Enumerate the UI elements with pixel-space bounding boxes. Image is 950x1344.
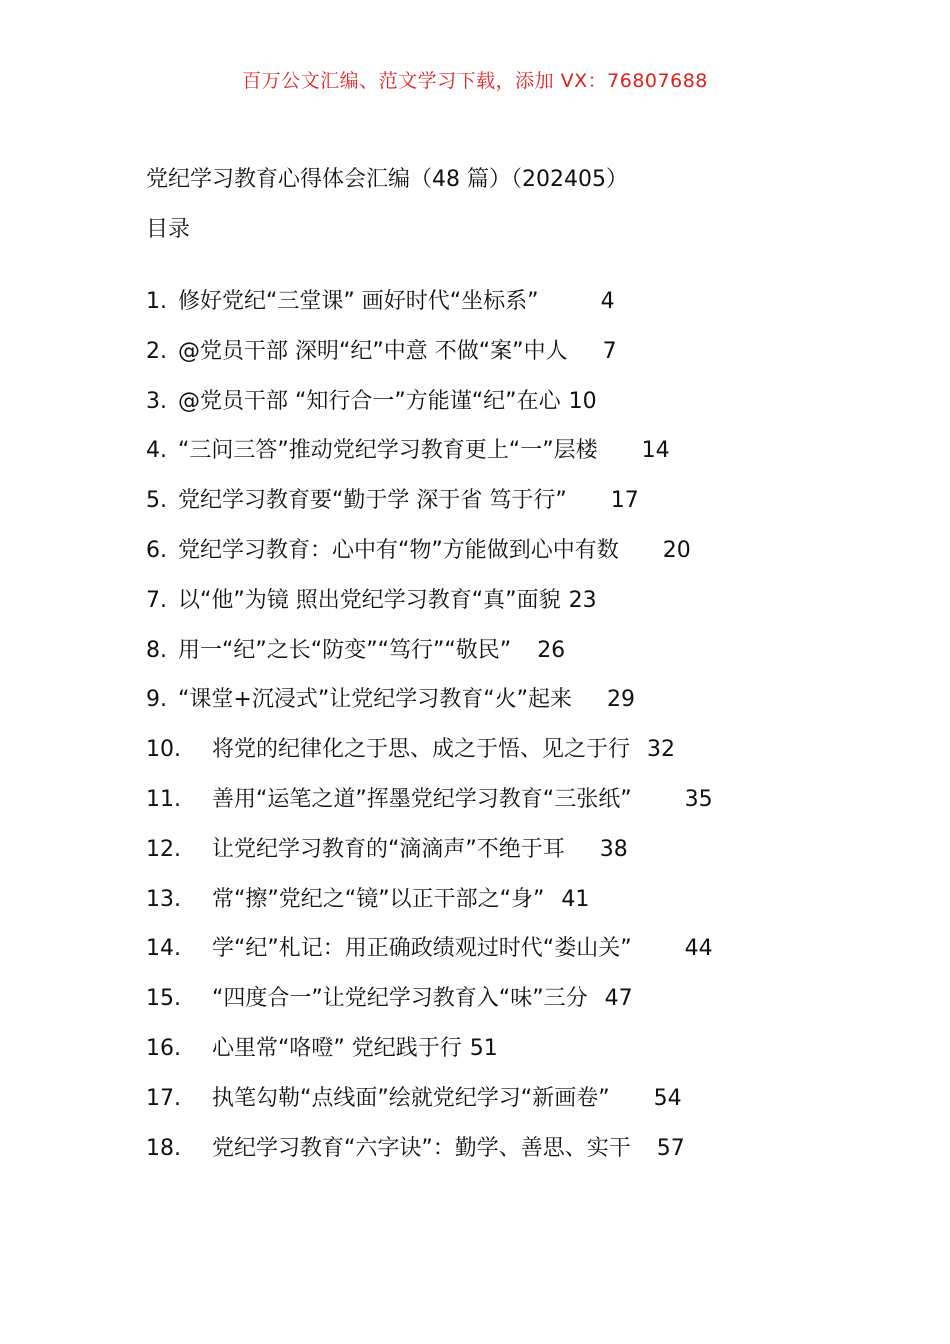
toc-entry-number: 2. — [146, 338, 167, 364]
toc-entry-number: 13. — [146, 886, 181, 912]
toc-entry-number: 5. — [146, 488, 167, 514]
toc-entry-page-number: 54 — [653, 1085, 682, 1111]
toc-entry-title: “课堂+沉浸式”让党纪学习教育“火”起来 — [178, 687, 573, 713]
toc-entry-title: “四度合一”让党纪学习教育入“味”三分 — [212, 986, 588, 1012]
toc-entry-title: 心里常“咯噔” 党纪践于行 — [212, 1035, 462, 1061]
toc-entry-title: 让党纪学习教育的“滴滴声”不绝于耳 — [212, 836, 565, 862]
toc-entry-title: 党纪学习教育要“勤于学 深于省 笃于行” — [178, 488, 567, 514]
toc-entry-page-number: 57 — [656, 1135, 685, 1161]
toc-entry-page-number: 47 — [604, 986, 633, 1012]
toc-entry[interactable] — [146, 336, 846, 386]
toc-entry-title: 学“纪”札记：用正确政绩观过时代“娄山关” — [212, 936, 632, 962]
toc-entry-number: 9. — [146, 687, 167, 713]
toc-entry-title: “三问三答”推动党纪学习教育更上“一”层楼 — [178, 438, 598, 464]
toc-entry-page-number: 29 — [607, 687, 636, 713]
toc-entry[interactable] — [146, 535, 846, 585]
toc-entry-page-number: 7 — [602, 338, 617, 364]
toc-entry[interactable] — [146, 1033, 846, 1083]
toc-entry-number: 10. — [146, 737, 181, 763]
document-title: 党纪学习教育心得体会汇编（48 篇）（202405） — [146, 167, 628, 192]
toc-entry[interactable] — [146, 884, 846, 934]
toc-entry-page-number: 41 — [561, 886, 590, 912]
toc-entry-page-number: 23 — [568, 587, 597, 613]
toc-entry-page-number: 44 — [684, 936, 713, 962]
toc-entry[interactable] — [146, 784, 846, 834]
toc-entry[interactable] — [146, 684, 846, 734]
toc-entry[interactable] — [146, 435, 846, 485]
toc-entry-title: 执笔勾勒“点线面”绘就党纪学习“新画卷” — [212, 1085, 610, 1111]
toc-entry-page-number: 10 — [568, 388, 597, 414]
toc-entry-title: 修好党纪“三堂课” 画好时代“坐标系” — [178, 289, 539, 314]
toc-entry-number: 17. — [146, 1085, 181, 1111]
toc-entry-page-number: 26 — [537, 637, 566, 663]
toc-entry-number: 15. — [146, 986, 181, 1012]
toc-entry-number: 16. — [146, 1035, 181, 1061]
toc-heading: 目录 — [146, 217, 191, 242]
toc-entry-page-number: 17 — [610, 488, 639, 514]
toc-entry-title: @党员干部 “知行合一”方能谨“纪”在心 — [178, 388, 561, 414]
toc-entry-title: 将党的纪律化之于思、成之于悟、见之于行 — [212, 737, 631, 763]
header-banner: 百万公文汇编、范文学习下载，添加 VX：76807688 — [242, 70, 708, 92]
toc-entry[interactable] — [146, 635, 846, 685]
toc-entry[interactable] — [146, 485, 846, 535]
toc-entry-title: 常“擦”党纪之“镜”以正干部之“身” — [212, 886, 545, 912]
table-of-contents — [146, 286, 846, 1182]
toc-entry-page-number: 32 — [647, 737, 676, 763]
toc-entry-number: 1. — [146, 289, 167, 314]
toc-entry[interactable] — [146, 286, 846, 336]
toc-entry-number: 4. — [146, 438, 167, 464]
toc-entry-page-number: 35 — [684, 786, 713, 812]
toc-entry-title: 党纪学习教育：心中有“物”方能做到心中有数 — [178, 537, 619, 563]
toc-entry-number: 14. — [146, 936, 181, 962]
toc-entry-title: 党纪学习教育“六字诀”：勤学、善思、实干 — [212, 1135, 631, 1161]
toc-entry[interactable] — [146, 386, 846, 436]
toc-entry-title: 用一“纪”之长“防变”“笃行”“敬民” — [178, 637, 512, 663]
toc-entry-page-number: 14 — [641, 438, 670, 464]
toc-entry-number: 12. — [146, 836, 181, 862]
toc-entry[interactable] — [146, 933, 846, 983]
toc-entry[interactable] — [146, 734, 846, 784]
toc-entry-number: 7. — [146, 587, 167, 613]
toc-entry-number: 18. — [146, 1135, 181, 1161]
toc-entry[interactable] — [146, 983, 846, 1033]
toc-entry[interactable] — [146, 1083, 846, 1133]
toc-entry[interactable] — [146, 834, 846, 884]
toc-entry-title: 善用“运笔之道”挥墨党纪学习教育“三张纸” — [212, 786, 632, 812]
toc-entry-number: 3. — [146, 388, 167, 414]
toc-entry-page-number: 4 — [600, 289, 615, 314]
toc-entry-page-number: 20 — [662, 537, 691, 563]
toc-entry-number: 11. — [146, 786, 181, 812]
toc-entry[interactable] — [146, 585, 846, 635]
toc-entry-page-number: 51 — [469, 1035, 498, 1061]
toc-entry[interactable] — [146, 1133, 846, 1183]
toc-entry-number: 8. — [146, 637, 167, 663]
toc-entry-number: 6. — [146, 537, 167, 563]
toc-entry-title: @党员干部 深明“纪”中意 不做“案”中人 — [178, 338, 568, 364]
toc-entry-title: 以“他”为镜 照出党纪学习教育“真”面貌 — [178, 587, 561, 613]
toc-entry-page-number: 38 — [599, 836, 628, 862]
